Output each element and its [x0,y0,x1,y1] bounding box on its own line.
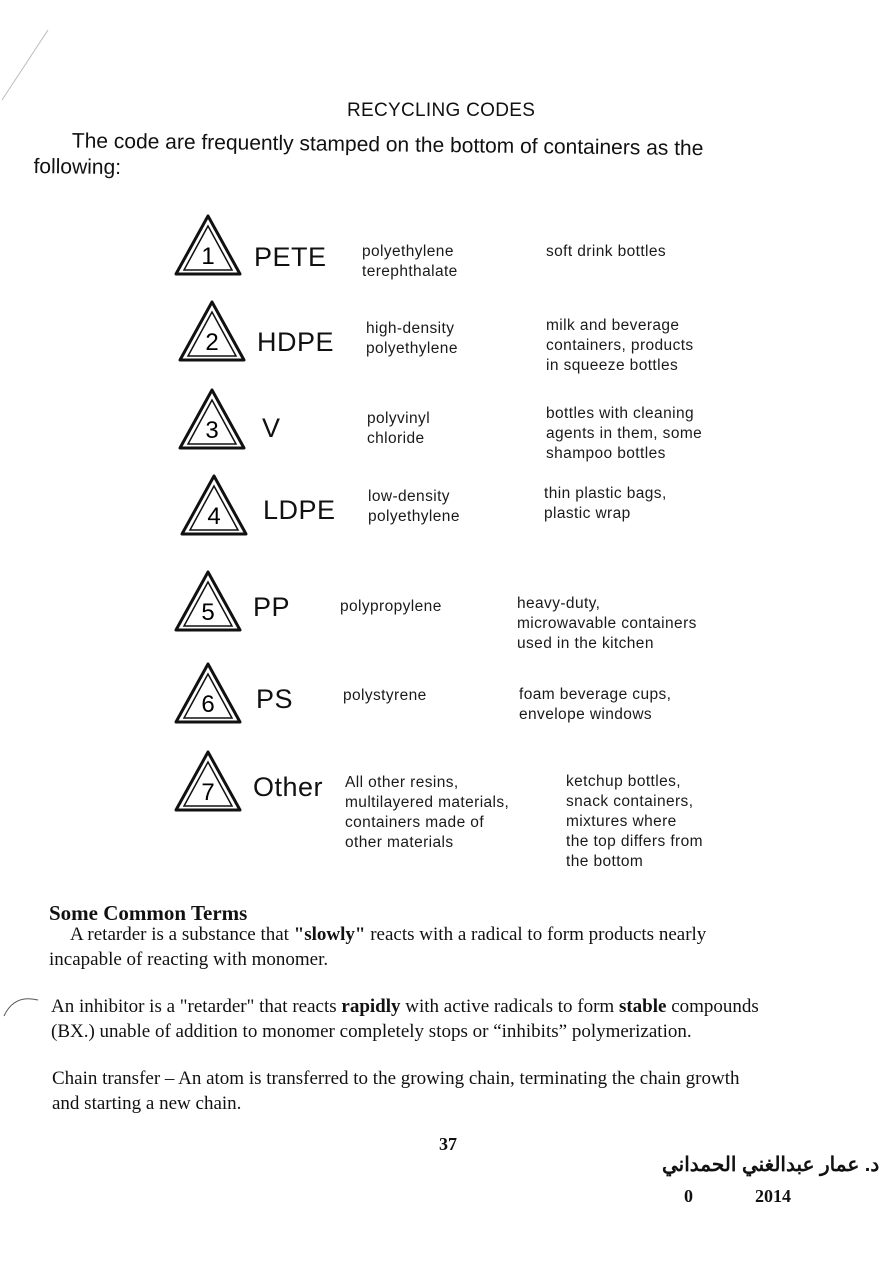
code-number: 1 [201,243,215,270]
use-line: used in the kitchen [517,635,654,652]
text-run: A retarder is a substance that [70,924,294,945]
resin-name [368,487,460,527]
recycle-symbol-icon [172,212,244,288]
recycle-symbol-icon [172,660,244,736]
resin-line: polyethylene [368,508,460,525]
margin-mark [0,990,40,1020]
uses [519,685,671,725]
resin-name [345,773,509,853]
code-abbr: V [262,413,281,443]
corner-mark [0,0,80,110]
recycle-symbol-icon [176,386,248,462]
resin-name [367,409,430,449]
text-line: (BX.) unable of addition to monomer completely stops or “inhibits” polymerization. [51,1021,692,1042]
page-title: RECYCLING CODES [347,100,536,121]
code-number: 6 [201,691,215,718]
use-line: the top differs from [566,833,703,850]
use-line: foam beverage cups, [519,686,672,703]
uses [517,594,697,654]
resin-line: polyethylene [362,243,454,260]
bold-run: "slowly" [293,924,366,945]
use-line: plastic wrap [544,505,631,522]
recycle-symbol-icon [178,472,250,548]
code-abbr: PS [256,684,294,714]
uses [546,242,666,262]
uses [546,404,702,464]
use-line: thin plastic bags, [544,485,667,502]
use-line: the bottom [566,853,644,870]
code-number: 5 [201,599,215,626]
resin-line: polypropylene [340,598,442,615]
use-line: envelope windows [519,706,653,723]
recycle-symbol-icon [172,568,244,644]
code-abbr: PETE [254,242,327,272]
date-part: 0 [684,1186,693,1206]
use-line: microwavable containers [517,615,697,632]
resin-line: low-density [368,488,450,505]
resin-line: terephthalate [362,263,458,280]
signature-date [684,1186,791,1207]
code-number: 3 [205,417,219,444]
text-run: An inhibitor is a "retarder" that reacts [51,996,342,1017]
use-line: agents in them, some [546,425,703,442]
retarder-paragraph [49,922,849,972]
text-run: compounds [666,996,759,1017]
inhibitor-paragraph [51,994,851,1044]
page-number: 37 [439,1134,457,1154]
bold-run: rapidly [341,996,401,1017]
use-line: ketchup bottles, [566,773,681,790]
use-line: in squeeze bottles [546,357,679,374]
recycle-symbol-icon [176,298,248,374]
resin-line: containers made of [345,814,485,831]
recycle-symbol-icon [172,748,244,824]
signature: د. عمار عبدالغني الحمداني [662,1154,880,1176]
use-line: containers, products [546,337,694,354]
resin-name [366,319,458,359]
use-line: shampoo bottles [546,445,666,462]
code-number: 4 [207,503,221,530]
chain-transfer-paragraph [52,1066,852,1116]
resin-line: other materials [345,834,454,851]
resin-line: polyethylene [366,340,458,357]
resin-name [340,597,442,617]
resin-name [343,686,427,706]
use-line: mixtures where [566,813,677,830]
resin-line: chloride [367,430,425,447]
resin-name [362,242,458,282]
text-line: incapable of reacting with monomer. [49,949,329,970]
text-run: with active radicals to form [400,996,619,1017]
text-run: reacts with a radical to form products nearly [365,924,707,945]
resin-line: polyvinyl [367,410,431,427]
intro-text [33,128,794,189]
use-line: soft drink bottles [546,243,667,260]
text-line: Chain transfer – An atom is transferred to the growing chain, terminating the chain growth [52,1068,740,1089]
use-line: bottles with cleaning [546,405,694,422]
bold-run: stable [618,996,667,1017]
section-heading: Some Common Terms [49,901,248,925]
intro-line-1: The code are frequently stamped on the bottom of containers as the [71,129,704,161]
resin-line: multilayered materials, [345,794,510,811]
code-abbr: LDPE [263,495,336,525]
uses [566,772,703,872]
resin-line: All other resins, [345,774,459,791]
use-line: milk and beverage [546,317,680,334]
code-abbr: Other [253,772,324,802]
code-abbr: HDPE [257,327,335,357]
use-line: heavy-duty, [517,595,601,612]
intro-line-2: following: [33,154,122,180]
code-number: 2 [205,329,219,356]
code-number: 7 [201,779,215,806]
text-line: and starting a new chain. [52,1093,242,1114]
use-line: snack containers, [566,793,694,810]
uses [546,316,694,376]
resin-line: polystyrene [343,687,427,704]
date-part: 2014 [755,1186,791,1206]
code-abbr: PP [253,592,291,622]
uses [544,484,667,524]
resin-line: high-density [366,320,455,337]
